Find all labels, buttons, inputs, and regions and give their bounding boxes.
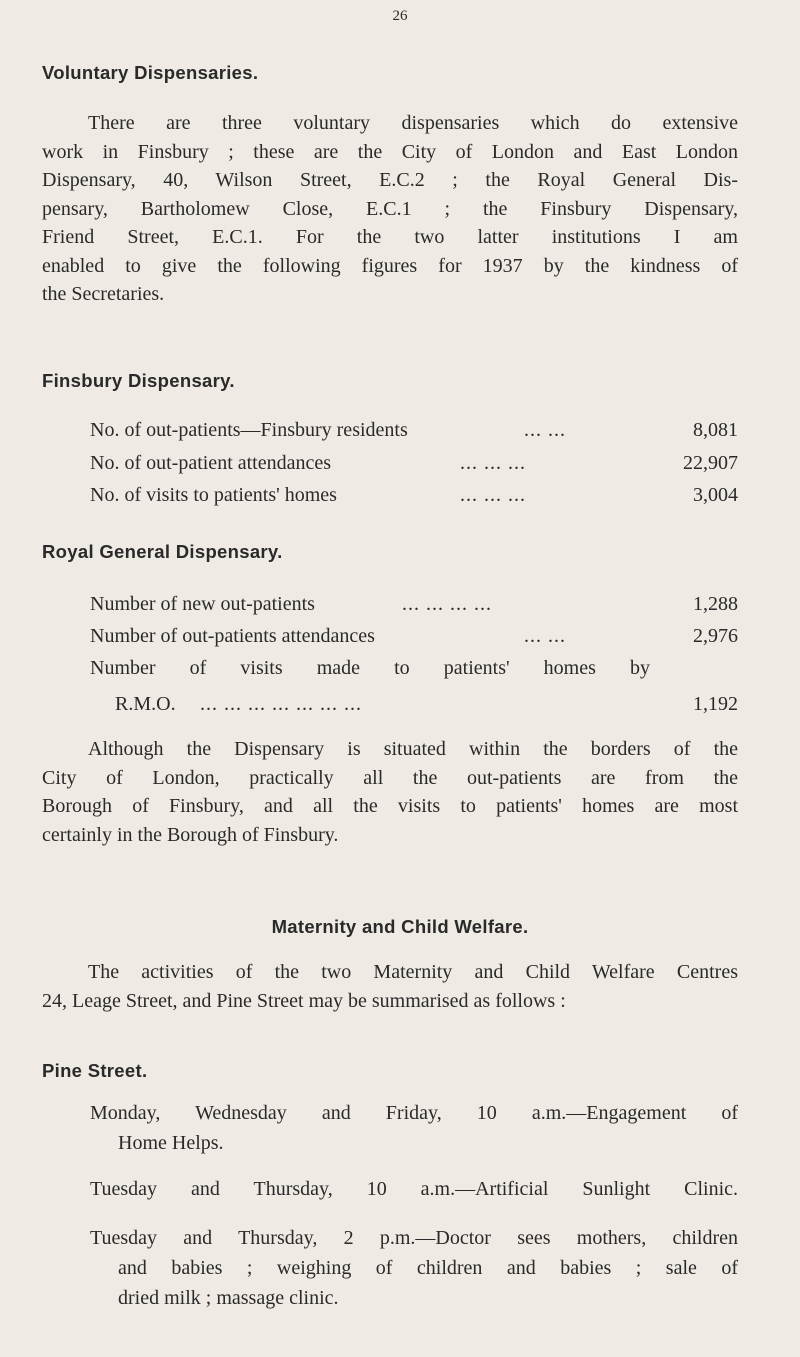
dot-leaders: ... ... ... [460, 484, 526, 506]
paragraph-line: Although the Dispensary is situated within the borders of the [88, 738, 738, 760]
voluntary-paragraph [42, 109, 738, 309]
stat-value: 22,907 [683, 452, 738, 474]
section-title-pine-street: Pine Street. [42, 1060, 148, 1081]
stat-value: 1,192 [693, 693, 738, 715]
stat-row [115, 690, 738, 718]
stat-label: No. of out-patient attendances [90, 452, 332, 474]
schedule-entry [90, 1174, 738, 1204]
stat-row [90, 590, 738, 618]
visits-line [90, 654, 650, 683]
dot-leaders: ... ... ... ... [402, 593, 492, 615]
dot-leaders: ... ... [524, 625, 566, 647]
page-number: 26 [392, 8, 408, 24]
schedule-line: Tuesday and Thursday, 10 a.m.—Artificial Sunlight Clinic. [90, 1178, 738, 1200]
paragraph-line: the Secretaries. [42, 283, 165, 305]
stat-label: Number of new out-patients [90, 593, 315, 615]
royal-note-paragraph [42, 735, 738, 849]
stat-row [90, 449, 738, 477]
section-title-voluntary-dispensaries: Voluntary Dispensaries. [42, 62, 259, 83]
stat-label: Number of visits made to patients' homes by [90, 657, 650, 679]
paragraph-line: work in Finsbury ; these are the City of London and East London [42, 140, 738, 163]
paragraph-line: enabled to give the following figures for 1937 by the kindness of [42, 254, 738, 277]
section-title-maternity-child-welfare: Maternity and Child Welfare. [271, 916, 529, 937]
schedule-line: and babies ; weighing of children and babies ; sale of [118, 1257, 738, 1279]
paragraph-line: pensary, Bartholomew Close, E.C.1 ; the Finsbury Dispensary, [42, 197, 738, 220]
stat-row [90, 416, 738, 444]
paragraph-line: The activities of the two Maternity and Child Welfare Centres [88, 961, 738, 983]
dot-leaders: ... ... [524, 419, 566, 441]
schedule-line: Monday, Wednesday and Friday, 10 a.m.—Engagement of [90, 1102, 738, 1124]
stat-row [90, 481, 738, 509]
schedule-line: dried milk ; massage clinic. [118, 1287, 339, 1309]
stat-value: 1,288 [693, 593, 738, 615]
stat-label: No. of visits to patients' homes [90, 484, 337, 506]
section-title-royal-general-dispensary: Royal General Dispensary. [42, 541, 283, 562]
paragraph-line: Borough of Finsbury, and all the visits to patients' homes are most [42, 795, 738, 817]
dot-leaders: ... ... ... [460, 452, 526, 474]
paragraph-line: 24, Leage Street, and Pine Street may be summarised as follows : [42, 989, 566, 1012]
schedule-entry [90, 1098, 738, 1158]
schedule-entry [90, 1223, 738, 1313]
stat-value: 3,004 [693, 484, 738, 506]
stat-label: R.M.O. [115, 693, 176, 715]
paragraph-line: Dispensary, 40, Wilson Street, E.C.2 ; the Royal General Dis- [42, 169, 738, 191]
section-title-finsbury-dispensary: Finsbury Dispensary. [42, 370, 235, 391]
schedule-line: Tuesday and Thursday, 2 p.m.—Doctor sees mothers, children [90, 1227, 738, 1249]
stat-row [90, 622, 738, 650]
paragraph-line: Friend Street, E.C.1. For the two latter institutions I am [42, 226, 738, 248]
paragraph-line: certainly in the Borough of Finsbury. [42, 823, 339, 846]
paragraph-line: There are three voluntary dispensaries which do extensive [88, 112, 738, 134]
stat-label: No. of out-patients—Finsbury residents [90, 419, 408, 441]
maternity-paragraph [42, 958, 738, 1015]
dot-leaders: ... ... ... ... ... ... ... [200, 693, 362, 715]
schedule-line: Home Helps. [118, 1132, 224, 1154]
stat-value: 2,976 [693, 625, 738, 647]
paragraph-line: City of London, practically all the out-patients are from the [42, 766, 738, 789]
stat-value: 8,081 [693, 419, 738, 441]
stat-label: Number of out-patients attendances [90, 625, 375, 647]
